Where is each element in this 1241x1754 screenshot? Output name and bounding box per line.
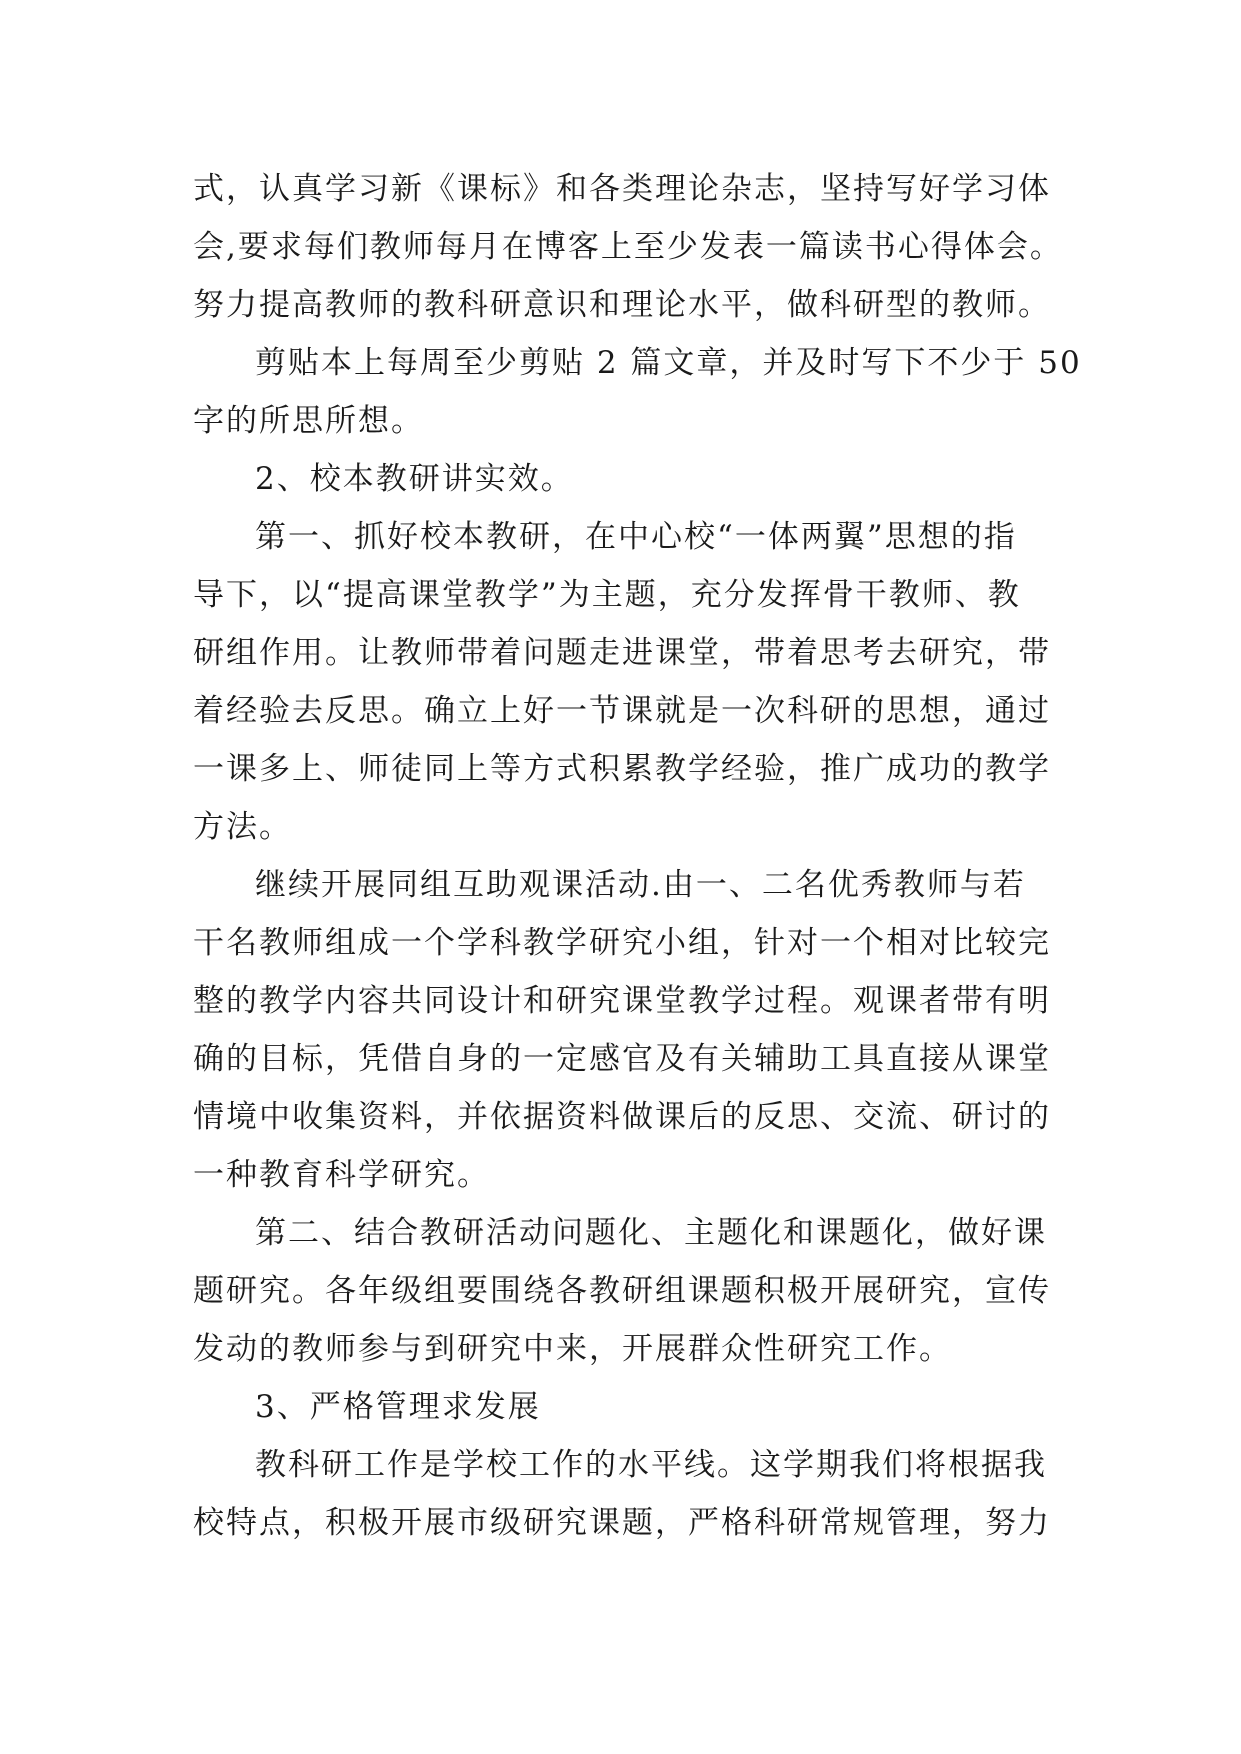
text-line: 第二、结合教研活动问题化、主题化和课题化，做好课: [255, 1215, 1047, 1251]
text-line: 情境中收集资料，并依据资料做课后的反思、交流、研讨的: [193, 1099, 1051, 1135]
text-line: 方法。: [193, 809, 292, 845]
paragraph-8: [193, 1436, 1053, 1552]
text-line: 继续开展同组互助观课活动.由一、二名优秀教师与若: [255, 867, 1026, 903]
text-line: 着经验去反思。确立上好一节课就是一次科研的思想，通过: [193, 693, 1051, 729]
text-line: 一种教育科学研究。: [193, 1157, 490, 1193]
paragraph-6: [193, 1204, 1053, 1378]
text-line: 剪贴本上每周至少剪贴 2 篇文章，并及时写下不少于 50: [255, 345, 1082, 381]
text-line: 会,要求每们教师每月在博客上至少发表一篇读书心得体会。: [193, 229, 1063, 265]
paragraph-5: [193, 856, 1053, 1204]
text-line: 导下，以“提高课堂教学”为主题，充分发挥骨干教师、教: [193, 577, 1021, 613]
paragraph-4: [193, 508, 1053, 856]
text-line: 发动的教师参与到研究中来，开展群众性研究工作。: [193, 1331, 952, 1367]
text-line: 题研究。各年级组要围绕各教研组课题积极开展研究，宣传: [193, 1273, 1051, 1309]
text-line: 一课多上、师徒同上等方式积累教学经验，推广成功的教学: [193, 751, 1051, 787]
heading-text: 3、严格管理求发展: [255, 1389, 541, 1425]
text-line: 式，认真学习新《课标》和各类理论杂志，坚持写好学习体: [193, 171, 1051, 207]
text-line: 干名教师组成一个学科教学研究小组，针对一个相对比较完: [193, 925, 1051, 961]
text-line: 整的教学内容共同设计和研究课堂教学过程。观课者带有明: [193, 983, 1051, 1019]
text-line: 确的目标，凭借自身的一定感官及有关辅助工具直接从课堂: [193, 1041, 1051, 1077]
section-heading-3: [193, 1378, 1053, 1436]
text-line: 教科研工作是学校工作的水平线。这学期我们将根据我: [255, 1447, 1047, 1483]
document-body: [193, 160, 1082, 1552]
section-heading-2: [193, 450, 1053, 508]
text-line: 校特点，积极开展市级研究课题，严格科研常规管理，努力: [193, 1505, 1051, 1541]
text-line: 努力提高教师的教科研意识和理论水平，做科研型的教师。: [193, 287, 1051, 323]
paragraph-1: [193, 160, 1063, 334]
text-line: 字的所思所想。: [193, 403, 424, 439]
paragraph-2: [193, 334, 1082, 450]
heading-text: 2、校本教研讲实效。: [255, 461, 574, 497]
text-line: 研组作用。让教师带着问题走进课堂，带着思考去研究，带: [193, 635, 1051, 671]
text-line: 第一、抓好校本教研，在中心校“一体两翼”思想的指: [255, 519, 1017, 555]
